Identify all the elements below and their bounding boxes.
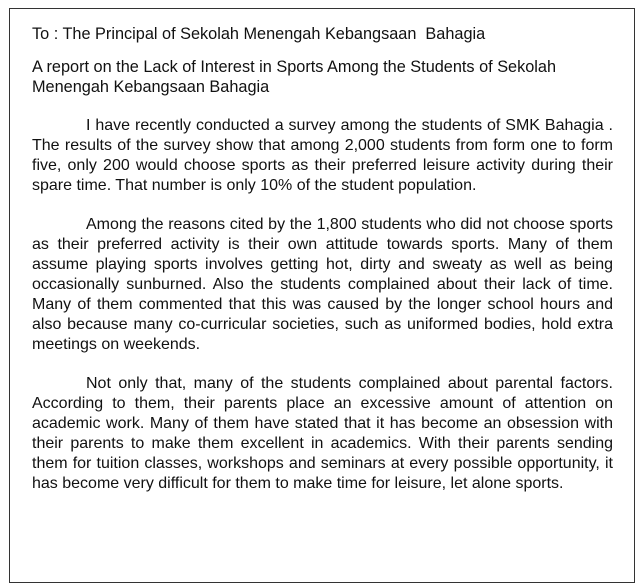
report-content xyxy=(32,24,613,494)
report-title: A report on the Lack of Interest in Sports Among the Students of Sekolah Menengah Kebangsaan Bahagia xyxy=(32,58,557,96)
paragraph-survey-results: I have recently conducted a survey among the students of SMK Bahagia . The results of the survey show that among 2,000 students from form one to form five, only 200 would choose sports as their preferred leisure activity during their spare time. That number is only 10% of the student population. xyxy=(32,117,613,194)
report-frame xyxy=(9,8,635,583)
paragraph-attitude-and-time: Among the reasons cited by the 1,800 students who did not choose sports as their preferred activity is their own attitude towards sports. Many of them assume playing sports involves getting hot, dirty and sweaty as well as being occasionally sunburned. Also the students complained about their lack of time. Many of them commented that this was caused by the longer school hours and also because many co-curricular societies, such as uniformed bodies, hold extra meetings on weekends. xyxy=(32,216,613,353)
recipient-line: To : The Principal of Sekolah Menengah Kebangsaan Bahagia xyxy=(32,25,486,43)
paragraph-parental-factors: Not only that, many of the students complained about parental factors. According to them, their parents place an excessive amount of attention on academic work. Many of them have stated that it has become an obsession with their parents to make them excellent in academics. With their parents sending them for tuition classes, workshops and seminars at every possible opportunity, it has become very difficult for them to make time for leisure, let alone sports. xyxy=(32,375,613,492)
